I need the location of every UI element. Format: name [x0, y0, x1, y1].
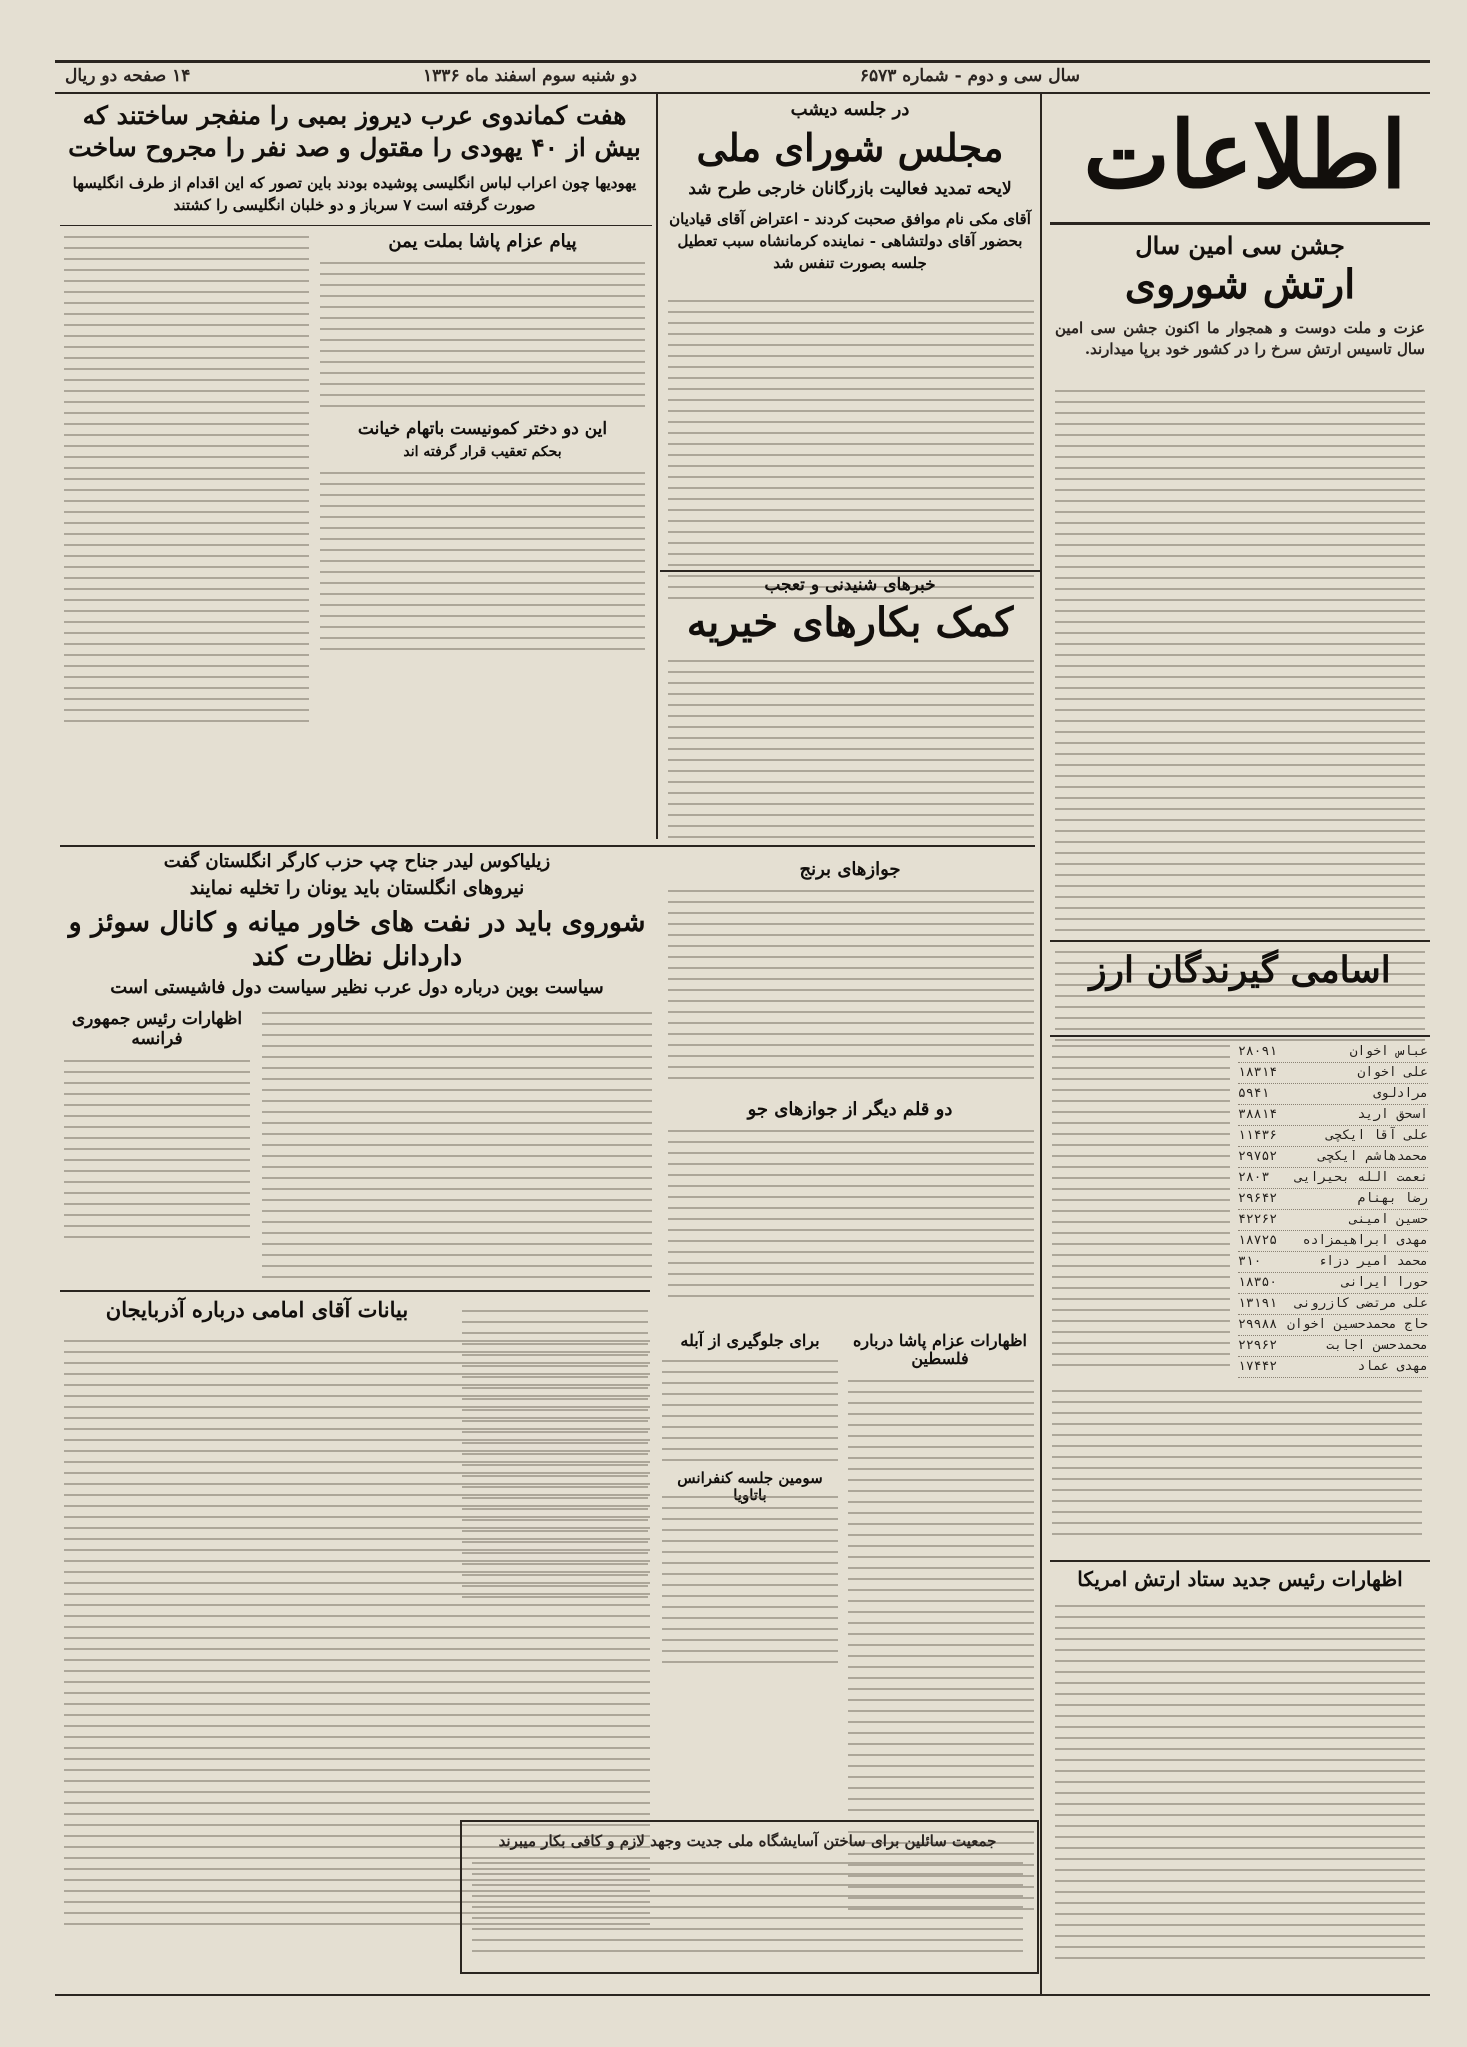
pasha-title: پیام عزام پاشا بملت یمن [388, 231, 577, 252]
notice-box [460, 1820, 1039, 1974]
masthead-logo: اطلاعات [1083, 101, 1407, 209]
ads-row [1238, 1357, 1428, 1378]
date-line: دو شنبه سوم اسفند ماه ۱۳۳۶ [423, 66, 637, 86]
charity-body [668, 660, 1034, 847]
amami-title: بیانات آقای امامی درباره آذربایجان [105, 1297, 409, 1322]
majlis-kicker: در جلسه دیشب [790, 99, 910, 120]
ads-row-amount: ۳۱۰ [1238, 1254, 1262, 1269]
zilliacus-subtitle: سیاست بوین درباره دول عرب نظیر سیاست دول فاشیستی است [110, 977, 604, 998]
ads-row-amount: ۱۱۴۳۶ [1238, 1128, 1278, 1143]
france-title: اظهارات رئیس جمهوری فرانسه [71, 1009, 243, 1049]
communist-body [320, 472, 645, 659]
zilliacus-kicker: زیلیاکوس لیدر جناح چپ حزب کارگر انگلستان گفت [163, 851, 551, 872]
army-title: ارتش شوروی [1124, 261, 1356, 308]
ads-row [1238, 1042, 1428, 1063]
ads-title-rule [1050, 1035, 1430, 1037]
issue-info: سال سی و دوم - شماره ۶۵۷۳ [859, 66, 1080, 86]
price: ۱۴ صفحه دو ریال [65, 66, 191, 86]
communist-subtitle: بحکم تعقیب قرار گرفته اند [403, 444, 562, 460]
majlis-title: مجلس شورای ملی [696, 125, 1004, 170]
bomb-subtitle: یهودیها چون اعراب لباس انگلیسی پوشیده بودند باین تصور که این اقدام از طرف انگلیسها صورت گرفته است ۷ سرباز و دو خلبان انگلیسی را کشتند [72, 174, 637, 214]
ads-row [1238, 1105, 1428, 1126]
ads-continued-body [1052, 1390, 1422, 1544]
zilliacus-body [262, 1012, 652, 1287]
bottom-rule [55, 1994, 1430, 1996]
batavia-title: سومین جلسه کنفرانس [677, 1469, 823, 1487]
majlis-body [668, 300, 1034, 608]
notice-box-text: جمعیت سائلین برای ساختن آسایشگاه ملی جدیت وجهد لازم و کافی بکار میبرند [498, 1832, 997, 1850]
dateline-rule [55, 92, 1430, 94]
ads-intro-body [1052, 1045, 1230, 1375]
ads-table [1238, 1042, 1428, 1378]
ads-row-name: محمدهاشم ایکچی [1318, 1149, 1428, 1164]
ads-row [1238, 1210, 1428, 1231]
zilliacus-deck: نیروهای انگلستان باید یونان را تخلیه نمایند [189, 877, 525, 899]
army-lead: عزت و ملت دوست و همجوار ما اکنون جشن سی امین سال تاسیس ارتش سرخ را در کشور خود برپا میدارند. [1055, 319, 1425, 358]
ads-row-name: مهدی ابراهیمزاده [1302, 1233, 1428, 1248]
bomb-title: هفت کماندوی عرب دیروز بمبی را منفجر ساختند که بیش از ۴۰ یهودی را مقتول و صد نفر را مجروح ساخت [68, 101, 641, 162]
ads-row-name: محمد امیر دزاء [1318, 1254, 1428, 1269]
ads-row-name: عباس اخوان [1349, 1044, 1428, 1059]
ads-row-amount: ۲۲۹۶۲ [1238, 1338, 1278, 1353]
ads-row-name: مهدی عماد [1357, 1359, 1428, 1374]
ads-row-name: رضا بهنام [1357, 1191, 1428, 1206]
zilliacus-title: شوروی باید در نفت های خاور میانه و کانال سوئز و داردانل نظارت کند [68, 907, 646, 972]
ads-row-amount: ۲۹۷۵۲ [1238, 1149, 1278, 1164]
zilliacus-rule [60, 845, 1035, 847]
ads-row-amount: ۲۹۹۸۸ [1238, 1317, 1278, 1332]
charity-kicker: خبرهای شنیدنی و تعجب [764, 575, 936, 595]
ads-row [1238, 1252, 1428, 1273]
column-divider-right [1040, 94, 1042, 1994]
us-army-title: اظهارات رئیس جدید ستاد ارتش امریکا [1077, 1567, 1403, 1591]
center-lower-body [462, 1310, 648, 1607]
ads-row [1238, 1273, 1428, 1294]
ads-row-name: اسحق ارید [1357, 1107, 1428, 1122]
prevention-body [662, 1360, 838, 1470]
ads-row-amount: ۳۸۸۱۴ [1238, 1107, 1278, 1122]
bottom-right-rule [1050, 1560, 1430, 1562]
logo-rule [1050, 222, 1430, 225]
ads-row-name: علی آقا ایکچی [1326, 1128, 1428, 1143]
ads-row-name: حسین امینی [1349, 1212, 1428, 1227]
barley-licenses-body [668, 1130, 1034, 1306]
ads-title: اسامی گیرندگان ارز [1089, 949, 1391, 991]
communist-title: این دو دختر کمونیست باتهام خیانت [357, 419, 608, 439]
ads-row-amount: ۵۹۴۱ [1238, 1086, 1270, 1101]
top-rule [55, 60, 1430, 63]
ads-row [1238, 1315, 1428, 1336]
majlis-deck: لایحه تمدید فعالیت بازرگانان خارجی طرح شد [688, 179, 1012, 199]
ads-rule [1050, 940, 1430, 942]
ads-row [1238, 1063, 1428, 1084]
ads-row-name: حاج محمدحسین اخوان [1287, 1317, 1428, 1332]
ads-row [1238, 1084, 1428, 1105]
column-divider-center [656, 94, 658, 839]
ads-row [1238, 1294, 1428, 1315]
bomb-body [64, 236, 309, 731]
army-kicker: جشن سی امین سال [1135, 231, 1345, 260]
ads-row-name: علی مرتضی کازرونی [1294, 1296, 1428, 1311]
notice-box-body [472, 1862, 1023, 1961]
charity-rule [660, 570, 1040, 572]
ads-row-amount: ۲۹۶۴۲ [1238, 1191, 1278, 1206]
ads-row-amount: ۱۷۴۴۲ [1238, 1359, 1278, 1374]
ads-row-amount: ۲۸۰۹۱ [1238, 1044, 1278, 1059]
ads-row-amount: ۲۸۰۳ [1238, 1170, 1270, 1185]
ads-row-amount: ۴۲۲۶۲ [1238, 1212, 1278, 1227]
rice-licenses-body [668, 890, 1034, 1088]
batavia-body [662, 1496, 838, 1672]
ads-row-name: محمدحسن اجابت [1326, 1338, 1428, 1353]
charity-title: کمک بکارهای خیریه [686, 599, 1014, 646]
bomb-rule [60, 225, 652, 226]
statement-title: اظهارات عزام پاشا درباره فلسطین [853, 1331, 1027, 1369]
prevention-title: برای جلوگیری از آبله [680, 1331, 820, 1350]
rice-licenses-title: جوازهای برنج [799, 859, 901, 880]
pasha-body [320, 262, 645, 416]
ads-row [1238, 1126, 1428, 1147]
barley-licenses-title: دو قلم دیگر از جوازهای جو [747, 1099, 953, 1120]
us-army-body [1055, 1605, 1425, 1968]
majlis-subdeck: آقای مکی نام موافق صحبت کردند - اعتراض آقای قیادیان بحضور آقای دولتشاهی - نماینده کرمانشاه سبب تعطیل جلسه بصورت تنفس شد [669, 210, 1031, 272]
ads-row [1238, 1231, 1428, 1252]
ads-row-name: مرادلوی [1373, 1086, 1428, 1101]
ads-row [1238, 1147, 1428, 1168]
ads-row-amount: ۱۳۱۹۱ [1238, 1296, 1278, 1311]
amami-rule [60, 1290, 650, 1292]
ads-row-amount: ۱۸۳۵۰ [1238, 1275, 1278, 1290]
ads-row-amount: ۱۸۷۲۵ [1238, 1233, 1278, 1248]
ads-row [1238, 1336, 1428, 1357]
ads-row-name: حورا ایرانی [1341, 1275, 1428, 1290]
ads-row [1238, 1168, 1428, 1189]
ads-row-name: نعمت الله بحیرایی [1294, 1170, 1428, 1185]
france-body [64, 1060, 250, 1247]
ads-row [1238, 1189, 1428, 1210]
ads-row-amount: ۱۸۳۱۴ [1238, 1065, 1278, 1080]
ads-row-name: علی اخوان [1357, 1065, 1428, 1080]
